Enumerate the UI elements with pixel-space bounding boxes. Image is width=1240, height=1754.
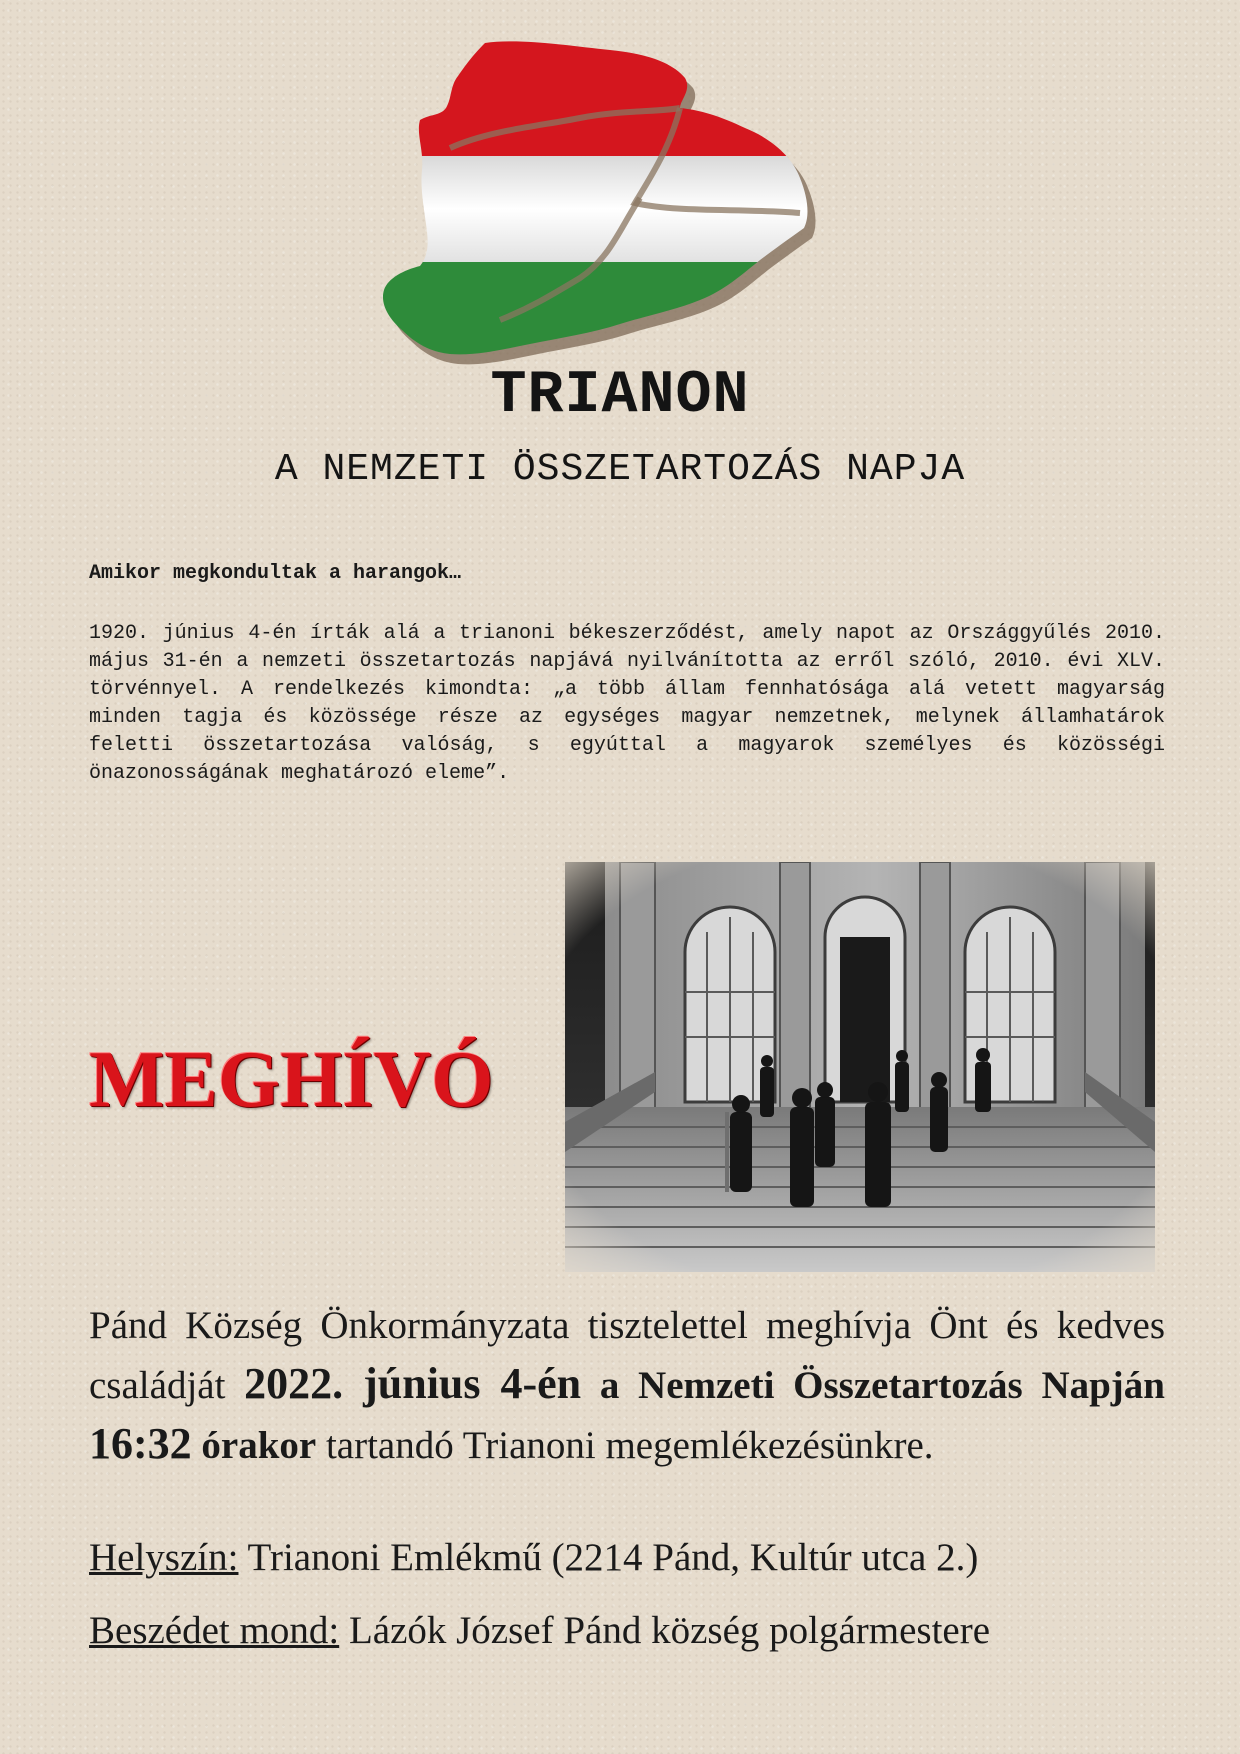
event-date: 2022. június 4-én [244, 1359, 582, 1408]
venue-label: Helyszín: [89, 1536, 239, 1579]
page-subtitle: A NEMZETI ÖSSZETARTOZÁS NAPJA [274, 448, 966, 491]
event-name: a Nemzeti Összetartozás Napján [581, 1364, 1165, 1407]
speaker-value: Lázók József Pánd község polgármestere [339, 1609, 991, 1652]
intro-paragraph: 1920. június 4-én írták alá a trianoni békeszerződést, amely napot az Országgyűlés 2010. május 31-én a nemzeti összetartozás napjává nyilvánította az erről szóló, 2010. évi XLV. törvénnyel. A rendelkezés kimondta: „a több állam fennhatósága alá vetett magyarság minden tagja és közössége része az egységes magyar nemzetnek, melynek államhatárok feletti összetartozása valóság, s egyúttal a magyarok személyes és közösségi önazonosságának meghatározó eleme”. [89, 622, 1165, 785]
invitation-text-closing: tartandó Trianoni megemlékezésünkre. [316, 1424, 934, 1467]
venue-line [89, 1535, 978, 1580]
intro-heading: Amikor megkondultak a harangok… [89, 562, 462, 585]
event-time-suffix: órakor [191, 1424, 317, 1467]
speaker-label: Beszédet mond: [89, 1609, 340, 1652]
invitation-text [89, 1297, 1165, 1475]
invitation-title: MEGHÍVÓ [89, 1036, 494, 1124]
trianon-palace-delegation-photo [565, 862, 1155, 1272]
venue-value: Trianoni Emlékmű (2214 Pánd, Kultúr utca 2.) [238, 1536, 979, 1579]
hungary-map-flag-logo [380, 38, 870, 383]
event-time: 16:32 [89, 1419, 192, 1468]
speaker-line [89, 1608, 990, 1653]
page-title: TRIANON [490, 362, 750, 430]
invitation-text-intro: Pánd Község Önkormányzata tisztelettel meghívja Önt és kedves családját [89, 1304, 1165, 1407]
